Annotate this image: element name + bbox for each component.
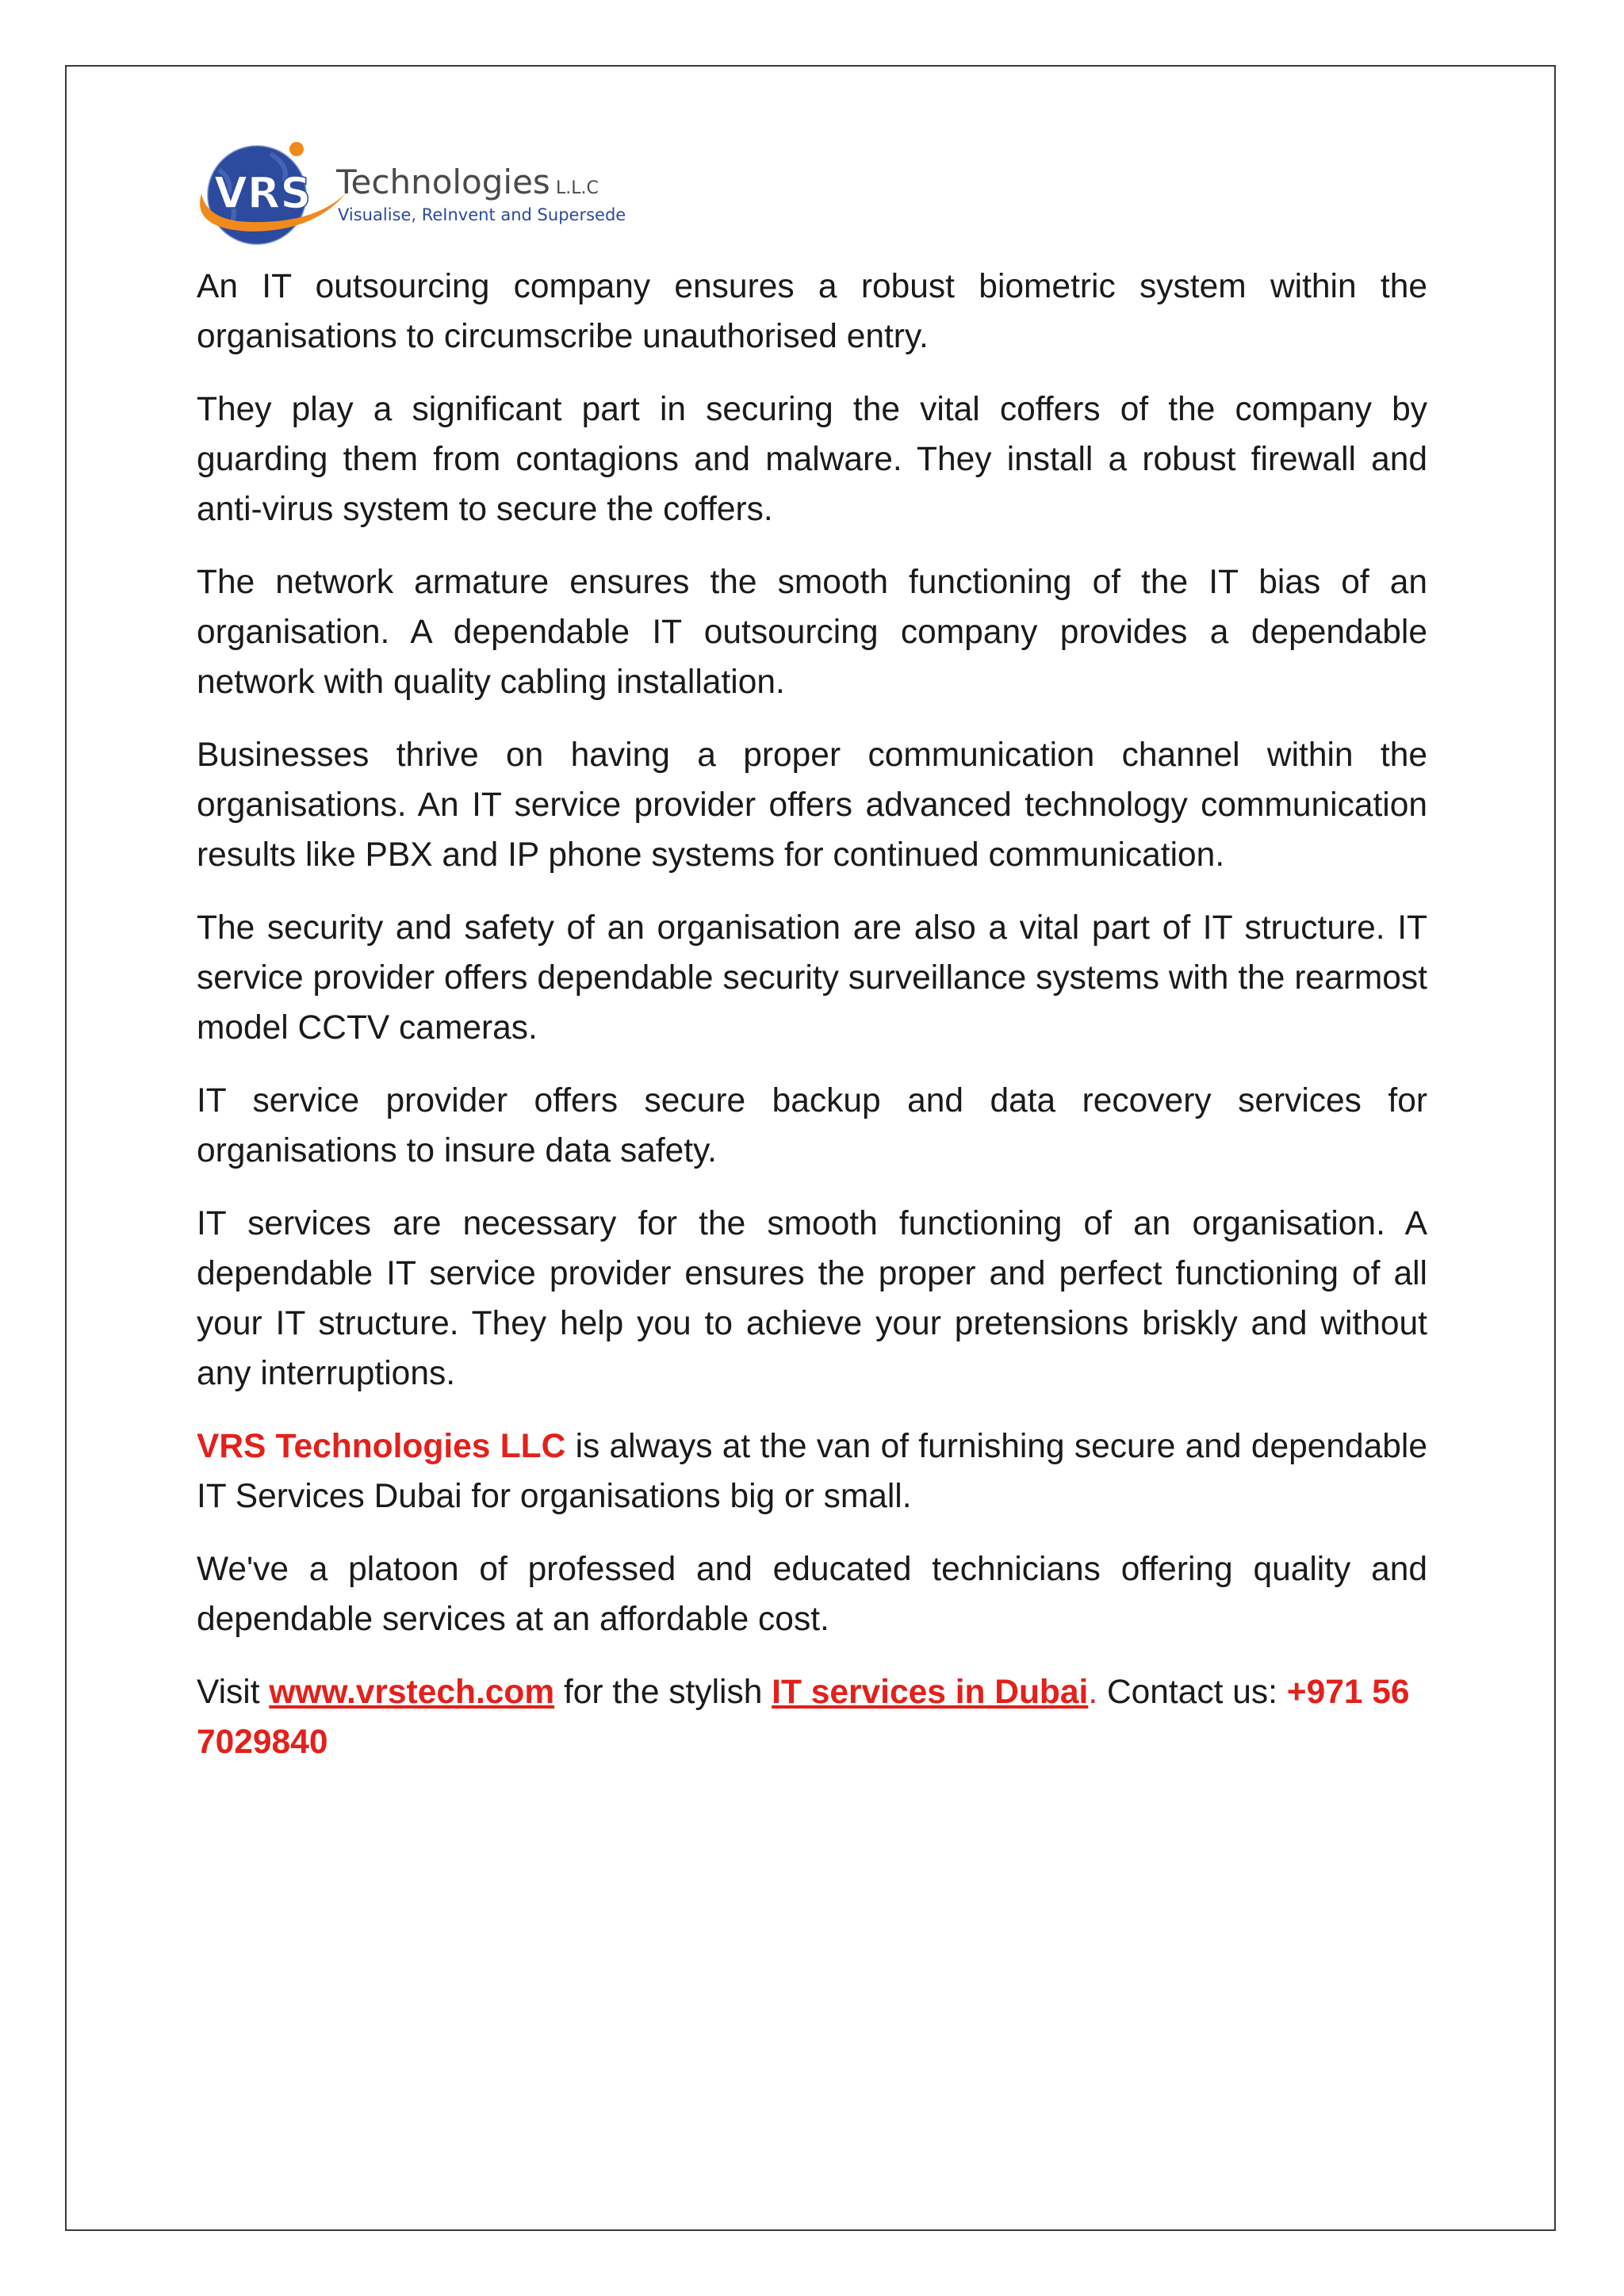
it-services-link[interactable]: IT services in Dubai [772,1674,1089,1711]
logo-brand: VRS [214,168,312,218]
paragraph-firewall: They play a significant part in securing the vital coffers of the company by guarding them from contagions and malware. They install a robust firewall and anti-virus system to secure the coffers. [197,391,1427,528]
vrs-paragraph-text: is always at the van of furnishing secure and dependable IT Services Dubai for organisations big or small. [197,1428,1427,1515]
paragraph-biometric: An IT outsourcing company ensures a robust biometric system within the organisations to circumscribe unauthorised entry. [197,268,1427,355]
paragraph-security: The security and safety of an organisation are also a vital part of IT structure. IT service provider offers dependable security surveillance systems with the rearmost model CCTV cameras. [197,909,1427,1047]
paragraph-network: The network armature ensures the smooth functioning of the IT bias of an organisation. A dependable IT outsourcing company provides a dependable network with quality cabling installation. [197,564,1427,701]
paragraph-team: We've a platoon of professed and educated technicians offering quality and dependable services at an affordable cost. [197,1551,1427,1638]
paragraph-backup: IT service provider offers secure backup and data recovery services for organisations to insure data safety. [197,1082,1427,1169]
link-period: . [1088,1674,1098,1711]
paragraph-vrs [197,1422,1427,1521]
document-body [197,262,1427,1790]
company-name-highlight: VRS Technologies LLC [197,1428,566,1465]
vrs-logo-graphic [195,138,639,257]
paragraph-communication: Businesses thrive on having a proper communication channel within the organisations. An IT service provider offers advanced technology communication results like PBX and IP phone systems for continued communication. [197,737,1427,874]
paragraph-it-services: IT services are necessary for the smooth functioning of an organisation. A dependable IT service provider ensures the proper and perfect functioning of all your IT structure. They help you to achieve your pretensions briskly and without any interruptions. [197,1205,1427,1392]
stylish-text: for the stylish [554,1674,772,1711]
phone-number: +971 56 7029840 [197,1674,1410,1761]
company-logo [195,138,639,257]
logo-dot [289,142,304,156]
contact-label: Contact us: [1097,1674,1287,1711]
paragraph-contact [197,1667,1427,1767]
logo-suffix: L.L.C [556,178,599,198]
logo-company: Technologies [336,163,550,201]
website-link[interactable]: www.vrstech.com [269,1674,555,1711]
visit-text: Visit [197,1674,270,1711]
logo-tagline: Visualise, ReInvent and Supersede [338,205,626,224]
